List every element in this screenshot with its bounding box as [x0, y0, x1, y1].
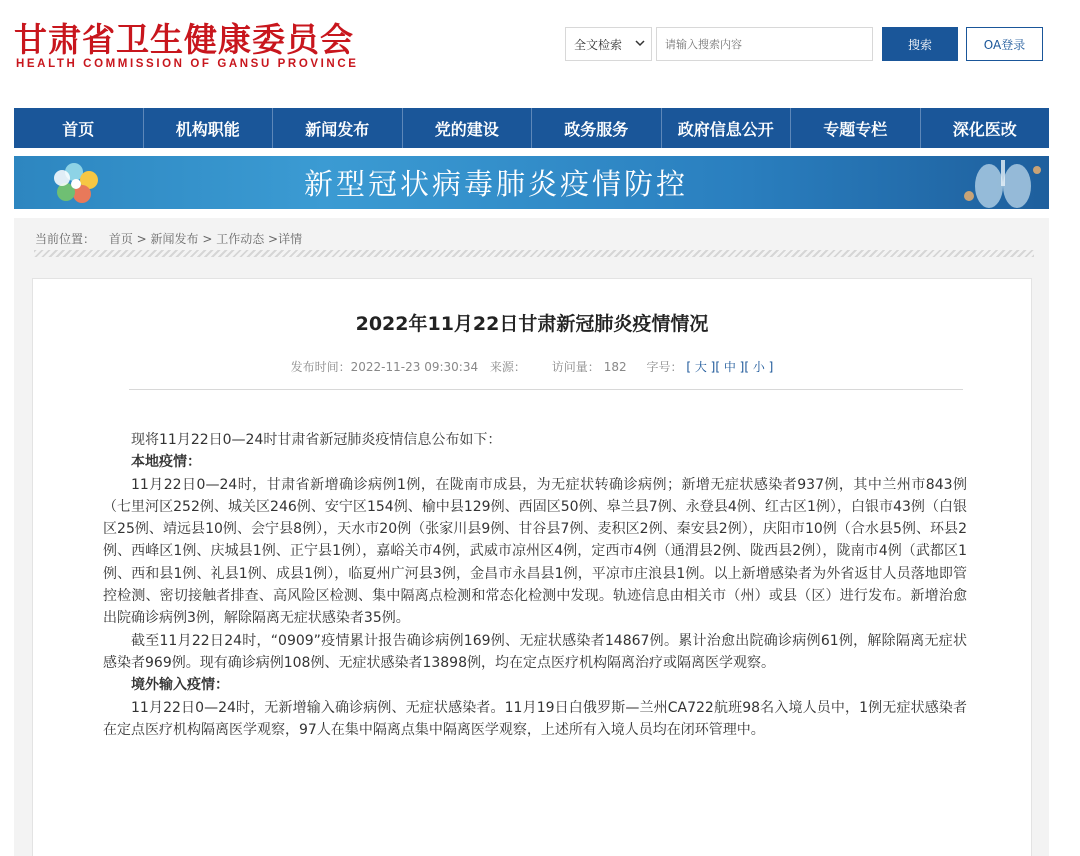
chevron-down-icon: [635, 39, 645, 50]
nav-item-disclosure[interactable]: 政府信息公开: [662, 108, 792, 148]
meta-source-label: 来源：: [489, 360, 526, 374]
search-input[interactable]: [656, 27, 873, 61]
article-paragraph: 截至11月22日24时，“0909”疫情累计报告确诊病例169例、无症状感染者14867例。累计治愈出院确诊病例61例，解除隔离无症状感染者969例。现有确诊病例108例、无症状感染者13898例，均在定点医疗机构隔离治疗或隔离医学观察。: [103, 632, 967, 671]
site-header: [0, 0, 1080, 100]
article-panel: [32, 278, 1032, 856]
meta-divider: [129, 389, 963, 390]
search-scope-value: 全文检索: [574, 37, 623, 52]
breadcrumb-label: 当前位置：: [35, 232, 96, 246]
article-intro: 现将11月22日0—24时甘肃省新冠肺炎疫情信息公布如下：: [131, 432, 502, 448]
meta-publish-time: 2022-11-23 09:30:34: [350, 360, 479, 374]
covid-banner[interactable]: [14, 156, 1049, 209]
nav-item-topics[interactable]: 专题专栏: [791, 108, 921, 148]
site-logo-cn[interactable]: 甘肃省卫生健康委员会: [14, 20, 354, 59]
font-size-small[interactable]: [ 小 ]: [744, 360, 774, 374]
nav-item-party[interactable]: 党的建设: [403, 108, 533, 148]
font-size-large[interactable]: [ 大 ]: [686, 360, 716, 374]
site-logo-en: HEALTH COMMISSION OF GANSU PROVINCE: [16, 58, 359, 70]
article-meta: [33, 358, 1031, 375]
breadcrumb-path[interactable]: 首页 > 新闻发布 > 工作动态 >详情: [108, 232, 303, 246]
nav-item-reform[interactable]: 深化医改: [952, 119, 1017, 139]
hatch-divider: [34, 250, 1034, 257]
meta-fontsize-label: 字号：: [646, 360, 683, 374]
article-title: 2022年11月22日甘肃新冠肺炎疫情情况: [355, 313, 709, 335]
oa-login-button[interactable]: OA登录: [966, 27, 1043, 61]
font-size-medium[interactable]: [ 中 ]: [715, 360, 745, 374]
meta-visits-label: 访问量：: [551, 360, 600, 374]
meta-publish-label: 发布时间：: [290, 360, 351, 374]
nav-item-services[interactable]: 政务服务: [532, 108, 662, 148]
nav-item-functions[interactable]: 机构职能: [144, 108, 274, 148]
lungs-icon: [949, 156, 1049, 209]
article-paragraph: 11月22日0—24时，甘肃省新增确诊病例1例，在陇南市成县，为无症状转确诊病例；新增无症状感染者937例，其中兰州市843例（七里河区252例、城关区246例、安宁区154例、榆中县129例、西固区50例、皋兰县7例、永登县4例、红古区1例），白银市43例（白银区25例、靖远县10例、会宁县8例），天水市20例（张家川县9例、甘谷县7例、麦积区2例、秦安县2例），庆阳市10例（合水县5例、环县2例、西峰区1例、庆城县1例、正宁县1例），嘉峪关市4例，武威市凉州区4例，定西市4例（通渭县2例、陇西县2例），陇南市4例（武都区1例、西和县1例、礼县1例、成县1例），临夏州广河县3例，金昌市永昌县1例，平凉市庄浪县1例。以上新增感染者为外省返甘人员落地即管控检测、密切接触者排查、高风险区检测、集中隔离点检测和常态化检测中发现。轨迹信息由相关市（州）或县（区）进行发布。新增治愈出院确诊病例3例，解除隔离无症状感染者35例。: [103, 476, 967, 627]
nav-item-home[interactable]: 首页: [14, 108, 144, 148]
flower-emblem-icon: [44, 160, 114, 206]
search-scope-select[interactable]: [565, 27, 652, 61]
section-heading-local: 本地疫情：: [131, 454, 201, 471]
section-heading-imported: 境外输入疫情：: [131, 677, 229, 694]
banner-title: 新型冠状病毒肺炎疫情防控: [304, 167, 689, 201]
breadcrumb: [35, 230, 302, 247]
article-body: [103, 429, 967, 741]
nav-item-news[interactable]: 新闻发布: [273, 108, 403, 148]
main-nav: [14, 108, 1049, 148]
breadcrumb-strip: [14, 218, 1049, 260]
article-paragraph: 11月22日0—24时，无新增输入确诊病例、无症状感染者。11月19日白俄罗斯—兰州CA722航班98名入境人员中，1例无症状感染者在定点医疗机构隔离医学观察，97人在集中隔离点集中隔离医学观察，上述所有入境人员均在闭环管理中。: [103, 699, 967, 738]
search-button[interactable]: 搜索: [882, 27, 958, 61]
meta-visits-count: 182: [603, 360, 627, 374]
